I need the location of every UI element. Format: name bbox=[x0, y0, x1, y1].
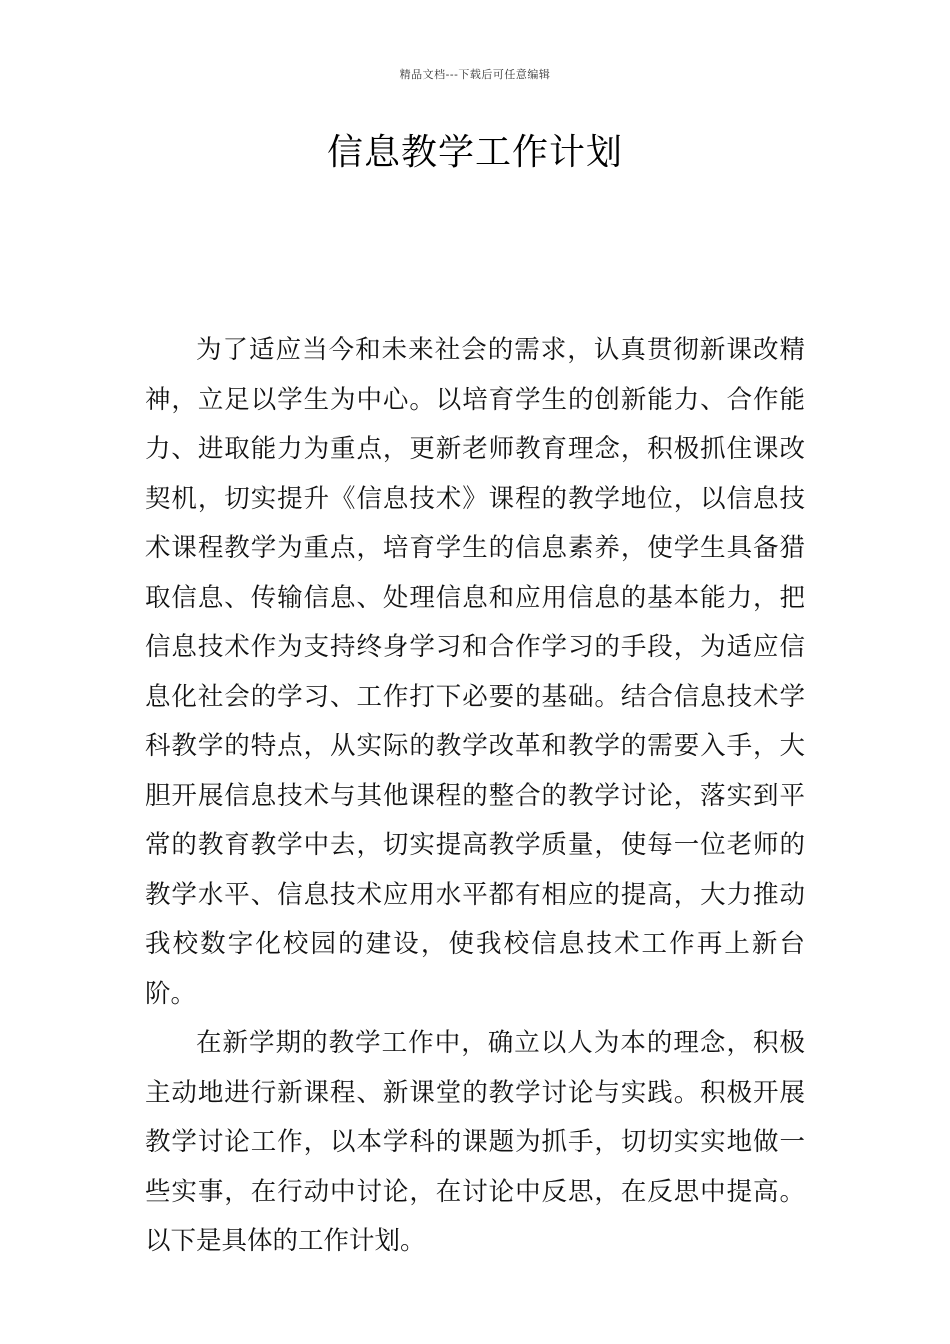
document-title: 信息教学工作计划 bbox=[326, 132, 623, 173]
document-body bbox=[145, 326, 805, 1267]
paragraph-2: 在新学期的教学工作中，确立以人为本的理念，积极主动地进行新课程、新课堂的教学讨论与实践。积极开展教学讨论工作，以本学科的课题为抓手，切切实实地做一些实事，在行动中讨论，在讨论中反思，在反思中提高。以下是具体的工作计划。 bbox=[145, 1028, 805, 1256]
header-note: 精品文档---下载后可任意编辑 bbox=[399, 68, 551, 81]
paragraph-1: 为了适应当今和未来社会的需求，认真贯彻新课改精神，立足以学生为中心。以培育学生的创新能力、合作能力、进取能力为重点，更新老师教育理念，积极抓住课改契机，切实提升《信息技术》课程的教学地位，以信息技术课程教学为重点，培育学生的信息素养，使学生具备猎取信息、传输信息、处理信息和应用信息的基本能力，把信息技术作为支持终身学习和合作学习的手段，为适应信息化社会的学习、工作打下必要的基础。结合信息技术学科教学的特点，从实际的教学改革和教学的需要入手，大胆开展信息技术与其他课程的整合的教学讨论，落实到平常的教育教学中去，切实提高教学质量，使每一位老师的教学水平、信息技术应用水平都有相应的提高，大力推动我校数字化校园的建设，使我校信息技术工作再上新台阶。 bbox=[145, 335, 805, 1009]
